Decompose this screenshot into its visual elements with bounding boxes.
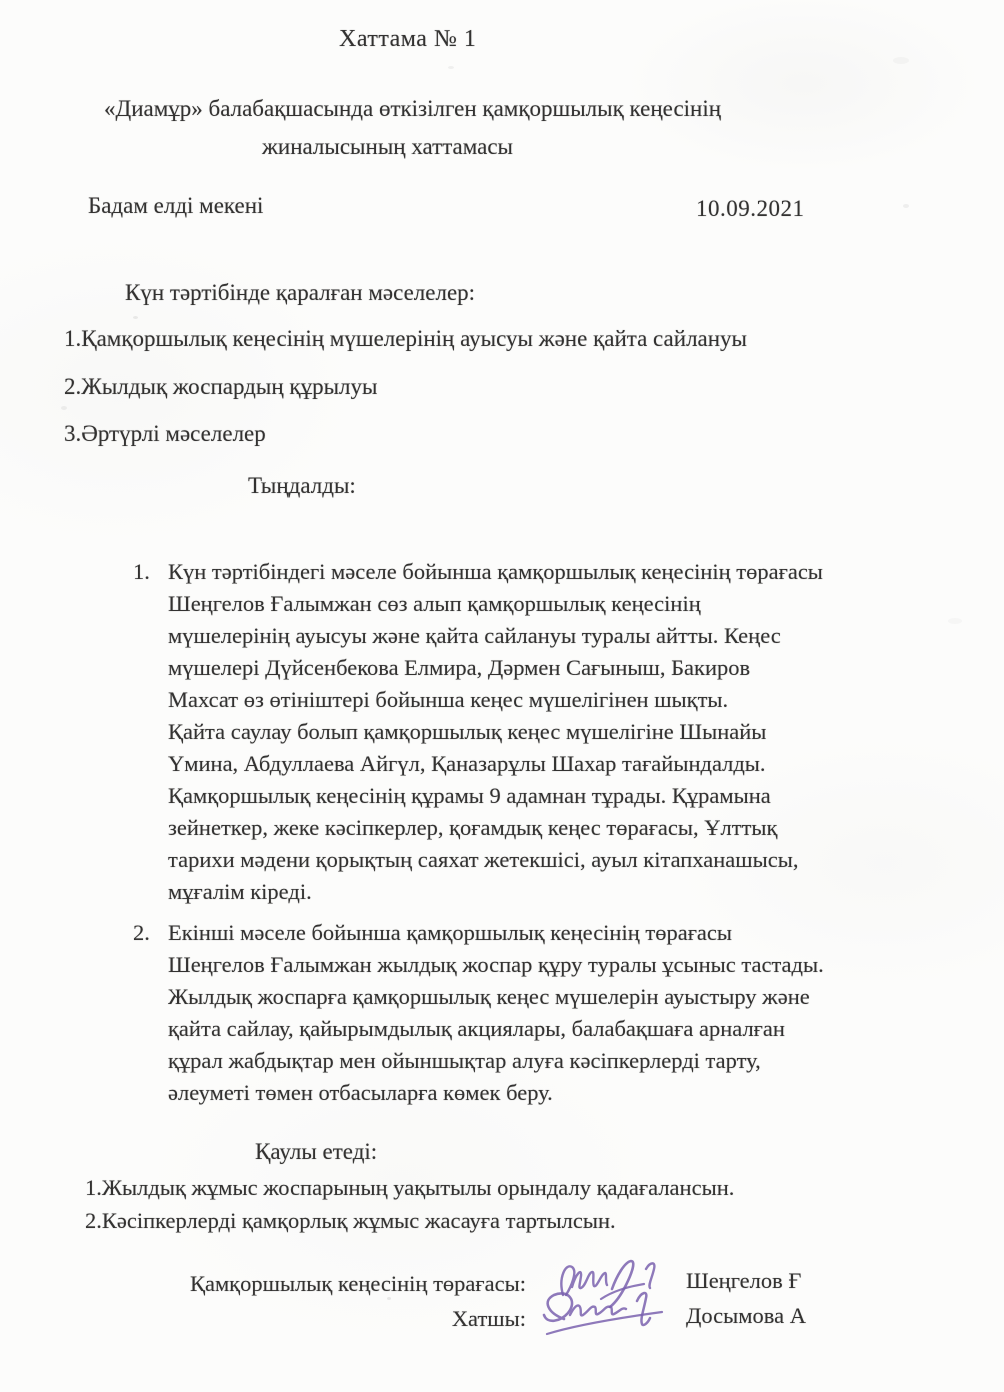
heard-line: Шеңгелов Ғалымжан сөз алып қамқоршылық кеңесінің xyxy=(168,591,701,616)
scan-speck xyxy=(387,1297,391,1300)
resolution-item: 2.Кәсіпкерлерді қамқорлық жұмыс жасауға тартылсын. xyxy=(85,1208,616,1233)
heard-line: мұғалім кіреді. xyxy=(168,879,312,904)
heard-line: Үмина, Абдуллаева Айгүл, Қаназарұлы Шахар тағайындалды. xyxy=(168,751,766,776)
secretary-name: Досымова А xyxy=(686,1303,806,1328)
heard-line: мүшелері Дүйсенбекова Елмира, Дәрмен Сағыныш, Бакиров xyxy=(168,655,751,680)
heard-line: Екінші мәселе бойынша қамқоршылық кеңесінің төрағасы xyxy=(168,920,733,945)
heard-line: зейнеткер, жеке кәсіпкерлер, қоғамдық кеңес төрағасы, Ұлттық xyxy=(168,815,778,840)
agenda-item: 3.Әртүрлі мәселелер xyxy=(64,421,266,446)
secretary-signature-ink xyxy=(534,1285,672,1347)
agenda-item: 1.Қамқоршылық кеңесінің мүшелерінің ауысуы және қайта сайлануы xyxy=(64,326,748,351)
heard-line: Қайта саулау болып қамқоршылық кеңес мүшелігіне Шынайы xyxy=(168,719,767,744)
scan-speck xyxy=(903,204,909,208)
heard-line: Махсат өз өтініштері бойынша кеңес мүшелігінен шықты. xyxy=(168,687,729,712)
chairman-name: Шеңгелов Ғ xyxy=(686,1268,802,1293)
heard-line: Қамқоршылық кеңесінің құрамы 9 адамнан тұрады. Құрамына xyxy=(168,783,771,808)
document-title: Хаттама № 1 xyxy=(339,26,477,52)
heard-line: Күн тәртібіндегі мәселе бойынша қамқоршылық кеңесінің төрағасы xyxy=(168,559,823,584)
chairman-signature-label: Қамқоршылық кеңесінің төрағасы: xyxy=(189,1271,526,1296)
heard-item-1 xyxy=(133,556,908,908)
heard-item-2 xyxy=(133,917,908,1109)
resolution-heading: Қаулы етеді: xyxy=(255,1139,378,1164)
heard-line: әлеуметі төмен отбасыларға көмек беру. xyxy=(168,1080,553,1105)
agenda-item: 2.Жылдық жоспардың құрылуы xyxy=(64,374,378,399)
scan-speck xyxy=(133,316,138,319)
list-number: 2. xyxy=(133,920,150,945)
scan-speck xyxy=(893,57,909,64)
heard-line: қайта сайлау, қайырымдылық акциялары, балабақшаға арналған xyxy=(168,1016,785,1041)
agenda-heading: Күн тәртібінде қаралған мәселелер: xyxy=(125,280,476,305)
heard-heading: Тыңдалды: xyxy=(248,473,356,498)
heard-line: Жылдық жоспарға қамқоршылық кеңес мүшелерін ауыстыру және xyxy=(168,984,810,1009)
resolution-item: 1.Жылдық жұмыс жоспарының уақытылы орындалу қадағалансын. xyxy=(85,1175,735,1200)
heard-line: мүшелерінің ауысуы және қайта сайлануы туралы айтты. Кеңес xyxy=(168,623,781,648)
scan-speck xyxy=(948,618,962,624)
scan-speck xyxy=(61,406,67,410)
document-subtitle-line1: «Диамұр» балабақшасында өткізілген қамқоршылық кеңесінің xyxy=(104,96,722,121)
heard-line: Шеңгелов Ғалымжан жылдық жоспар құру туралы ұсыныс тастады. xyxy=(168,952,824,977)
secretary-signature-label: Хатшы: xyxy=(451,1306,526,1331)
scan-speck xyxy=(448,66,454,69)
document-subtitle-line2: жиналысының хаттамасы xyxy=(262,134,514,159)
heard-line: тарихи мәдени қорықтың саяхат жетекшісі, ауыл кітапханашысы, xyxy=(168,847,799,872)
list-number: 1. xyxy=(133,559,150,584)
heard-line: құрал жабдықтар мен ойыншықтар алуға кәсіпкерлерді тарту, xyxy=(168,1048,761,1073)
place-name: Бадам елді мекені xyxy=(88,193,264,218)
document-date: 10.09.2021 xyxy=(696,196,805,221)
